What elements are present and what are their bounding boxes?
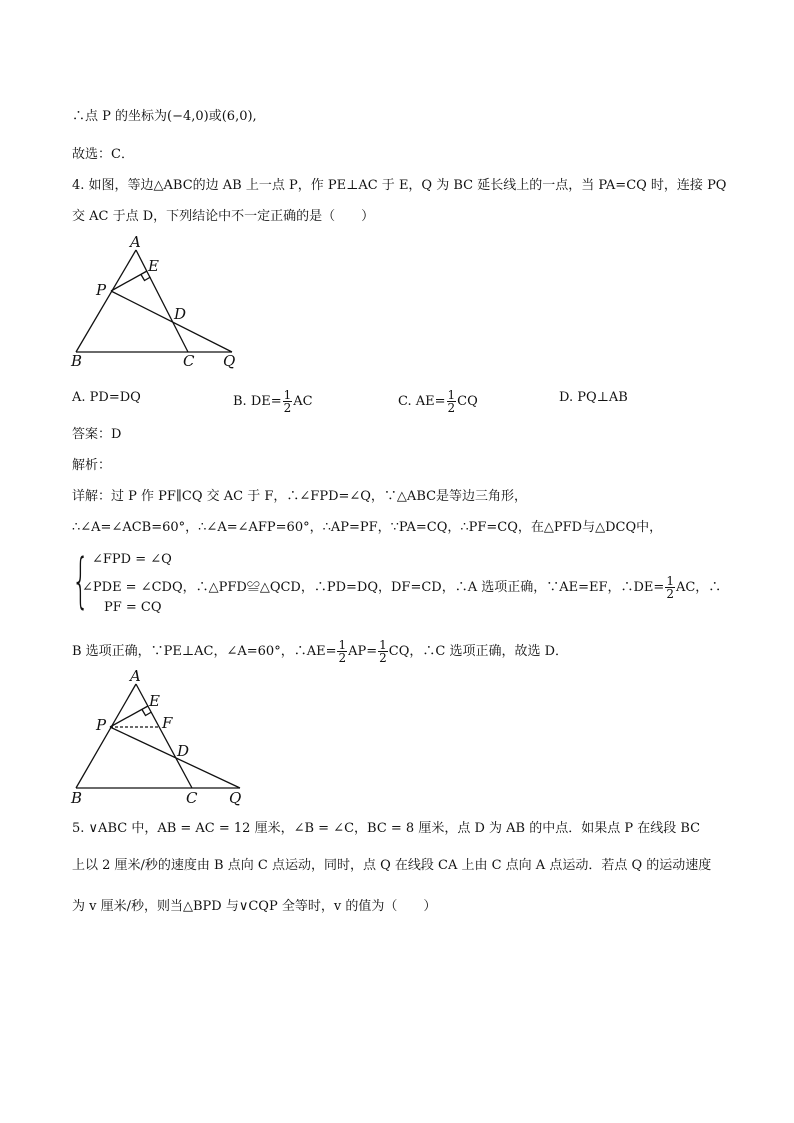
question-5-line-3: 为 v 厘米/秒，则当△BPD 与∨CQP 全等时，v 的值为（ ） bbox=[72, 899, 437, 914]
detail-4-mid: AP= bbox=[348, 644, 378, 659]
system-row-2-end: AC，∴ bbox=[675, 580, 722, 595]
label-e: E bbox=[148, 257, 159, 275]
congruence-system bbox=[72, 548, 792, 620]
side-ab bbox=[76, 684, 136, 788]
fraction-half bbox=[378, 639, 388, 664]
label-f: F bbox=[162, 714, 173, 732]
fraction-half bbox=[283, 389, 293, 414]
answer-line: 答案：D bbox=[72, 427, 122, 442]
fraction-numerator: 1 bbox=[666, 574, 674, 588]
label-q: Q bbox=[223, 352, 236, 370]
fraction-half bbox=[337, 639, 347, 664]
option-c bbox=[398, 389, 478, 414]
system-row-1: ∠FPD = ∠Q bbox=[92, 552, 172, 567]
fraction-numerator: 1 bbox=[283, 388, 292, 402]
label-d: D bbox=[177, 742, 190, 760]
side-ac bbox=[136, 684, 192, 788]
label-c: C bbox=[186, 789, 198, 807]
fraction-half bbox=[447, 389, 457, 414]
coordinate-conclusion: ∴点 P 的坐标为(−4,0)或(6,0), bbox=[72, 109, 257, 124]
option-a: A. PD=DQ bbox=[72, 390, 141, 405]
fraction-numerator: 1 bbox=[379, 638, 387, 652]
label-a: A bbox=[130, 233, 141, 251]
system-row-3: PF = CQ bbox=[104, 600, 162, 615]
label-e: E bbox=[149, 692, 160, 710]
analysis-heading: 解析： bbox=[72, 458, 112, 473]
detail-line-2: ∴∠A=∠ACB=60°，∴∠A=∠AFP=60°，∴AP=PF，∵PA=CQ，∴PF=CQ，在△PFD与△DCQ中， bbox=[72, 520, 663, 535]
side-ac bbox=[136, 250, 188, 352]
system-row-2-eq: ∠PDE = ∠CDQ bbox=[82, 580, 183, 595]
segment-pq bbox=[111, 291, 232, 352]
triangle-figure-2 bbox=[64, 666, 254, 810]
option-d: D. PQ⊥AB bbox=[559, 390, 628, 405]
detail-line-1: 详解：过 P 作 PF∥CQ 交 AC 于 F，∴∠FPD=∠Q，∵△ABC是等边三角形， bbox=[72, 489, 528, 504]
segment-pq bbox=[110, 727, 240, 788]
label-b: B bbox=[71, 789, 83, 807]
triangle-figure-1 bbox=[64, 232, 254, 372]
fraction-denominator: 2 bbox=[283, 401, 292, 415]
question-4-line-2: 交 AC 于点 D，下列结论中不一定正确的是（ ） bbox=[72, 209, 375, 224]
question-5-line-2: 上以 2 厘米/秒的速度由 B 点向 C 点运动，同时，点 Q 在线段 CA 上由 C 点向 A 点运动．若点 Q 的运动速度 bbox=[72, 858, 712, 873]
option-b-prefix: B. DE= bbox=[233, 394, 282, 409]
label-q: Q bbox=[229, 789, 242, 807]
option-b bbox=[233, 389, 313, 414]
fraction-denominator: 2 bbox=[338, 651, 347, 665]
choice-result: 故选：C． bbox=[72, 147, 134, 162]
detail-4-prefix: B 选项正确，∵PE⊥AC，∠A=60°，∴AE= bbox=[72, 644, 337, 659]
label-d: D bbox=[174, 305, 187, 323]
side-ab bbox=[76, 250, 136, 352]
option-b-suffix: AC bbox=[293, 394, 313, 409]
fraction-denominator: 2 bbox=[379, 651, 387, 665]
fraction-denominator: 2 bbox=[666, 587, 674, 601]
segment-pe bbox=[110, 706, 148, 727]
option-c-suffix: CQ bbox=[457, 394, 478, 409]
label-p: P bbox=[96, 281, 107, 299]
fraction-half bbox=[665, 575, 675, 600]
fraction-denominator: 2 bbox=[447, 401, 456, 415]
detail-line-4 bbox=[72, 639, 568, 664]
question-4-line-1: 4. 如图，等边△ABC的边 AB 上一点 P，作 PE⊥AC 于 E，Q 为 BC 延长线上的一点，当 PA=CQ 时，连接 PQ bbox=[72, 178, 727, 193]
label-a: A bbox=[130, 667, 141, 685]
option-c-prefix: C. AE= bbox=[398, 394, 446, 409]
question-5-line-1: 5. ∨ABC 中，AB = AC = 12 厘米，∠B = ∠C，BC = 8 厘米，点 D 为 AB 的中点．如果点 P 在线段 BC bbox=[72, 821, 701, 836]
label-c: C bbox=[183, 352, 195, 370]
fraction-numerator: 1 bbox=[338, 638, 347, 652]
left-brace: { bbox=[72, 546, 90, 616]
label-p: P bbox=[96, 716, 107, 734]
detail-4-suffix: CQ，∴C 选项正确，故选 D． bbox=[388, 644, 569, 659]
system-row-2-tail: ，∴△PFD≌△QCD，∴PD=DQ，DF=CD，∴A 选项正确，∵AE=EF，∴DE= bbox=[182, 580, 665, 595]
segment-pe bbox=[111, 271, 147, 291]
system-row-2 bbox=[82, 575, 721, 600]
fraction-numerator: 1 bbox=[447, 388, 456, 402]
label-b: B bbox=[71, 352, 83, 370]
